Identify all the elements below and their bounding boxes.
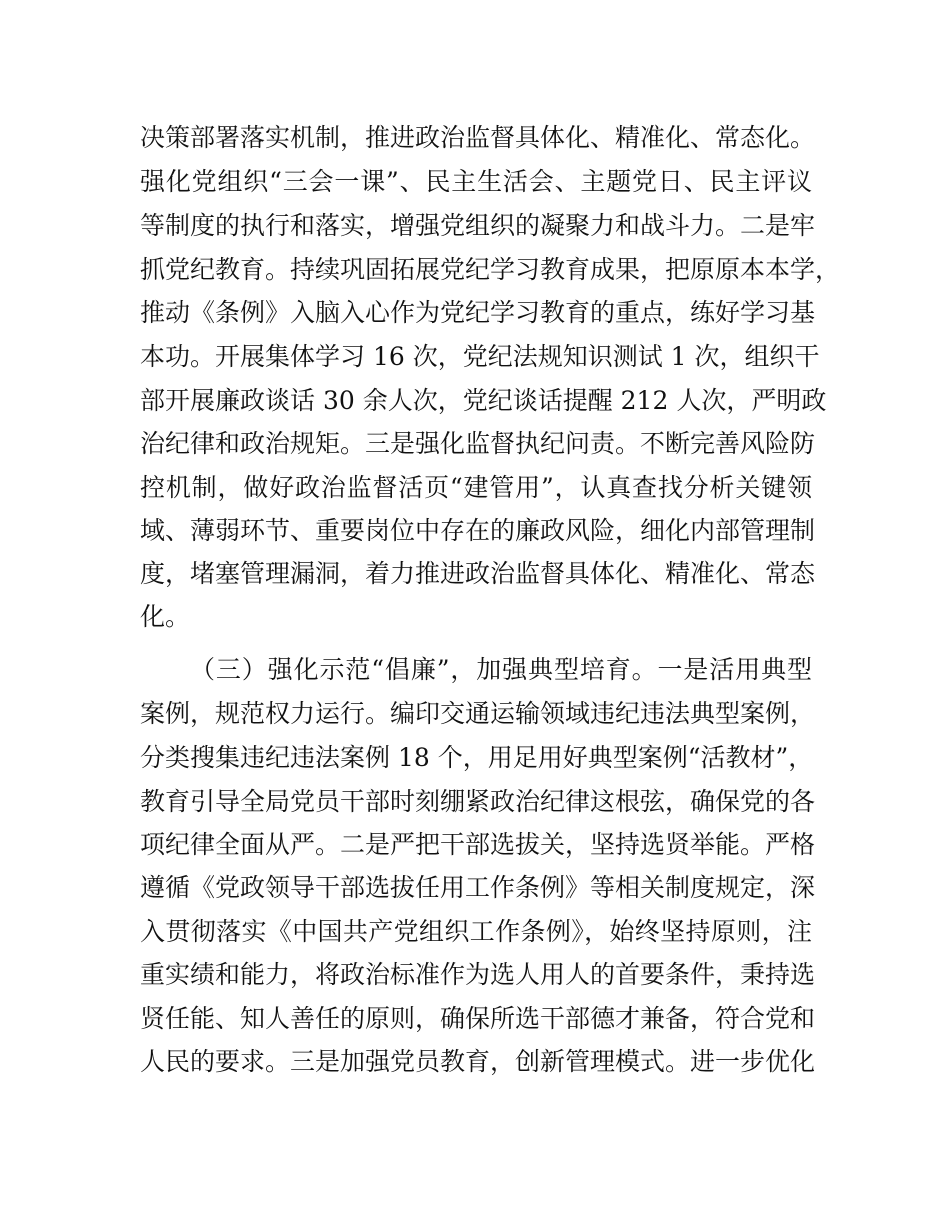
paragraph-line: 案例，规范权力运行。编印交通运输领域违纪违法典型案例， xyxy=(140,699,816,728)
paragraph-line: 等制度的执行和落实，增强党组织的凝聚力和战斗力。二是牢 xyxy=(140,211,816,240)
paragraph-line: 入贯彻落实《中国共产党组织工作条例》，始终坚持原则，注 xyxy=(140,917,812,946)
paragraph-line: 贤任能、知人善任的原则，确保所选干部德才兼备，符合党和 xyxy=(140,1004,816,1033)
paragraph-line: 决策部署落实机制，推进政治监督具体化、精准化、常态化。 xyxy=(140,123,816,152)
section-heading-line: （三）强化示范“倡廉”，加强典型培育。一是活用典型 xyxy=(190,655,812,684)
paragraph-line: 化。 xyxy=(140,602,191,631)
paragraph-line: 控机制，做好政治监督活页“建管用”，认真查找分析关键领 xyxy=(140,473,812,502)
paragraph-line: 域、薄弱环节、重要岗位中存在的廉政风险，细化内部管理制 xyxy=(140,516,816,545)
paragraph-line: 抓党纪教育。持续巩固拓展党纪学习教育成果，把原原本本学， xyxy=(140,255,841,284)
paragraph-line: 遵循《党政领导干部选拔任用工作条例》等相关制度规定，深 xyxy=(140,873,816,902)
paragraph-line: 人民的要求。三是加强党员教育，创新管理模式。进一步优化 xyxy=(140,1047,816,1076)
paragraph-line: 本功。开展集体学习 16 次，党纪法规知识测试 1 次，组织干 xyxy=(140,342,820,371)
paragraph-line: 分类搜集违纪违法案例 18 个，用足用好典型案例“活教材”， xyxy=(140,743,814,772)
paragraph-line: 治纪律和政治规矩。三是强化监督执纪问责。不断完善风险防 xyxy=(140,429,816,458)
paragraph-line: 强化党组织“三会一课”、民主生活会、主题党日、民主评议 xyxy=(140,167,812,196)
paragraph-line: 度，堵塞管理漏洞，着力推进政治监督具体化、精准化、常态 xyxy=(140,559,816,588)
paragraph-line: 项纪律全面从严。二是严把干部选拔关，坚持选贤举能。严格 xyxy=(140,830,816,859)
paragraph-line: 推动《条例》入脑入心作为党纪学习教育的重点，练好学习基 xyxy=(140,298,816,327)
paragraph-line: 部开展廉政谈话 30 余人次，党纪谈话提醒 212 人次，严明政 xyxy=(140,386,827,415)
paragraph-line: 重实绩和能力，将政治标准作为选人用人的首要条件，秉持选 xyxy=(140,960,816,989)
paragraph-line: 教育引导全局党员干部时刻绷紧政治纪律这根弦，确保党的各 xyxy=(140,787,816,816)
